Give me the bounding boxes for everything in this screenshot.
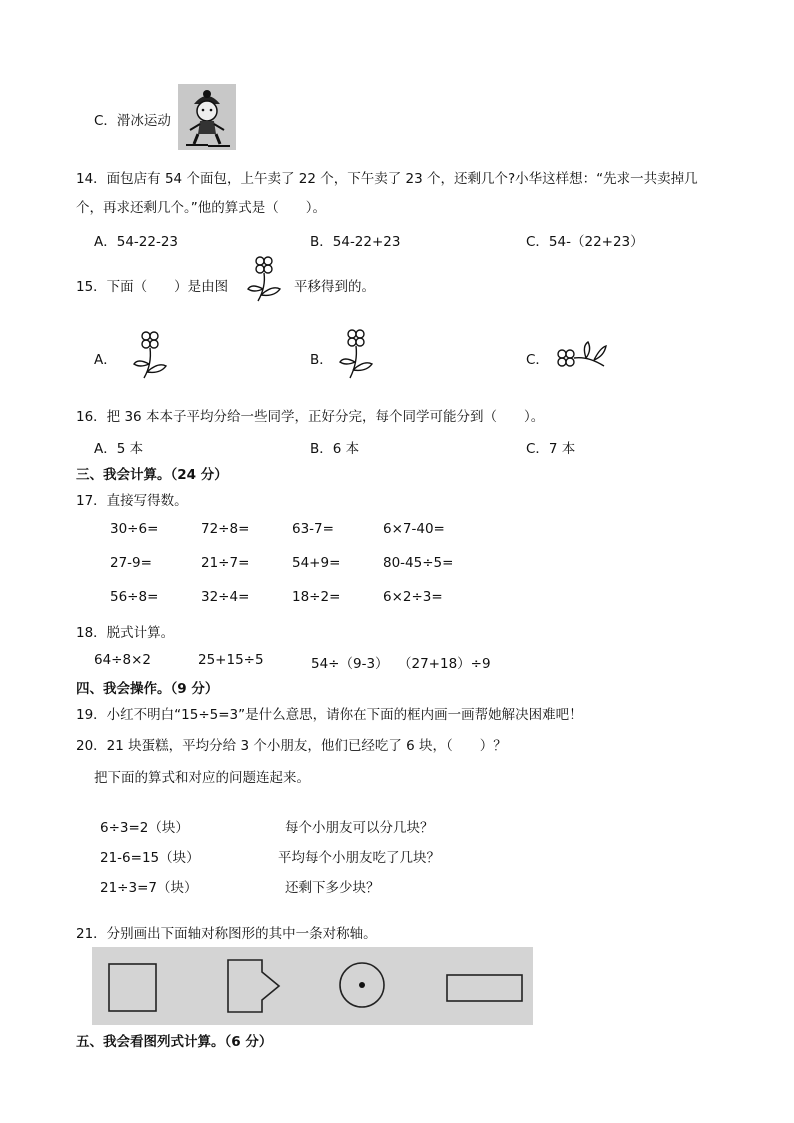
q20-formula: 21÷3=7（块） bbox=[100, 880, 198, 896]
q17-item: 56÷8= bbox=[110, 589, 159, 605]
section4-title: 四、我会操作。（9 分） bbox=[76, 681, 219, 697]
q17-item: 80-45÷5= bbox=[383, 555, 454, 571]
q17-stem: 17．直接写得数。 bbox=[76, 493, 188, 509]
section5-title: 五、我会看图列式计算。（6 分） bbox=[76, 1034, 273, 1050]
q20-question: 还剩下多少块？ bbox=[285, 880, 380, 896]
symmetric-shapes-image bbox=[92, 947, 533, 1025]
skater-image bbox=[178, 84, 236, 150]
q15-option-b: B． bbox=[310, 352, 333, 368]
q17-item: 72÷8= bbox=[201, 521, 250, 537]
flower-option-a-image bbox=[128, 330, 172, 382]
q20-instruction: 把下面的算式和对应的问题连起来。 bbox=[94, 770, 310, 786]
q20-stem: 20．21 块蛋糕，平均分给 3 个小朋友，他们已经吃了 6 块，（ ）？ bbox=[76, 738, 507, 754]
q18-item: 64÷8×2 bbox=[94, 652, 151, 668]
q16-option-b: B．6 本 bbox=[310, 441, 360, 457]
q20-formula: 21-6=15（块） bbox=[100, 850, 200, 866]
q14-option-b: B．54-22+23 bbox=[310, 234, 401, 250]
flower-option-b-image bbox=[334, 328, 378, 382]
q14-option-c: C．54-（22+23） bbox=[526, 234, 644, 250]
flower-reference-image bbox=[244, 255, 288, 305]
q18-item: （27+18）÷9 bbox=[398, 656, 491, 672]
q17-item: 21÷7= bbox=[201, 555, 250, 571]
flower-option-c-image bbox=[556, 340, 608, 376]
q17-item: 30÷6= bbox=[110, 521, 159, 537]
q13-option-c: C．滑冰运动 bbox=[94, 113, 171, 129]
q14-stem-line2: 个，再求还剩几个。”他的算式是（ ）。 bbox=[76, 200, 326, 216]
q17-item: 54+9= bbox=[292, 555, 341, 571]
q21-stem: 21．分别画出下面轴对称图形的其中一条对称轴。 bbox=[76, 926, 377, 942]
q20-question: 平均每个小朋友吃了几块？ bbox=[278, 850, 440, 866]
q17-item: 32÷4= bbox=[201, 589, 250, 605]
q14-option-a: A．54-22-23 bbox=[94, 234, 179, 250]
q18-stem: 18．脱式计算。 bbox=[76, 625, 175, 641]
q16-option-c: C．7 本 bbox=[526, 441, 576, 457]
q17-item: 6×7-40= bbox=[383, 521, 445, 537]
q18-item: 25+15÷5 bbox=[198, 652, 264, 668]
q17-item: 18÷2= bbox=[292, 589, 341, 605]
q15-stem-b: 平移得到的。 bbox=[294, 279, 375, 295]
q17-item: 63-7= bbox=[292, 521, 334, 537]
q20-question: 每个小朋友可以分几块？ bbox=[285, 820, 434, 836]
q19-stem: 19．小红不明白“15÷5=3”是什么意思，请你在下面的框内画一画帮她解决困难吧！ bbox=[76, 707, 583, 723]
q17-item: 6×2÷3= bbox=[383, 589, 443, 605]
q14-stem-line1: 14．面包店有 54 个面包，上午卖了 22 个，下午卖了 23 个，还剩几个?小华这样想：“先求一共卖掉几 bbox=[76, 171, 698, 187]
section3-title: 三、我会计算。（24 分） bbox=[76, 467, 228, 483]
q16-option-a: A．5 本 bbox=[94, 441, 144, 457]
q15-option-c: C． bbox=[526, 352, 549, 368]
q17-item: 27-9= bbox=[110, 555, 152, 571]
q18-item: 54÷（9-3） bbox=[311, 656, 389, 672]
q20-formula: 6÷3=2（块） bbox=[100, 820, 189, 836]
q15-option-a: A． bbox=[94, 352, 117, 368]
q16-stem: 16．把 36 本本子平均分给一些同学，正好分完，每个同学可能分到（ ）。 bbox=[76, 409, 545, 425]
q15-stem-a: 15．下面（ ）是由图 bbox=[76, 279, 229, 295]
